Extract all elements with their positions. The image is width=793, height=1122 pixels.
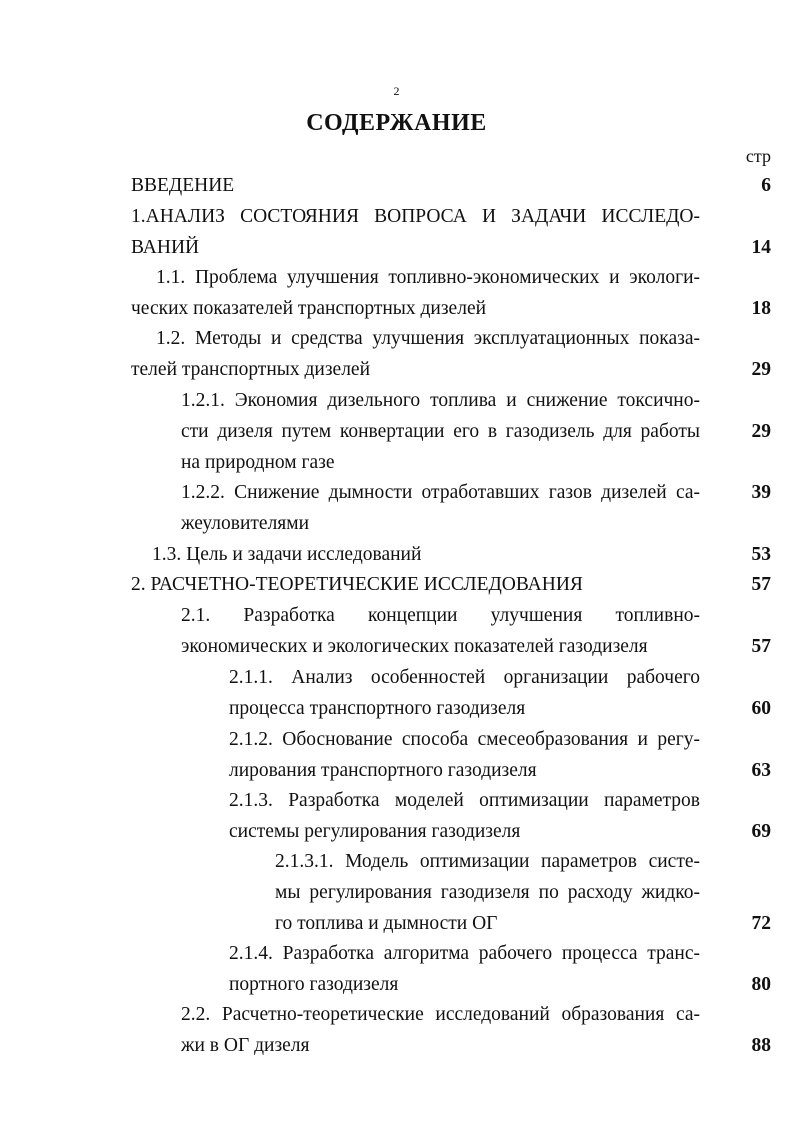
toc-page-number: 18 [751, 298, 771, 319]
toc-entry-line: 2.1. Разработка концепции улучшения топливно- [181, 605, 700, 626]
toc-entry-line: 2. РАСЧЕТНО-ТЕОРЕТИЧЕСКИЕ ИССЛЕДОВАНИЯ [131, 574, 583, 595]
toc-entry-line: 1.3. Цель и задачи исследований [152, 544, 422, 565]
toc-page-number: 63 [751, 760, 771, 781]
toc-entry-line: процесса транспортного газодизеля [229, 698, 526, 719]
toc-entry-chapter-1[interactable] [0, 205, 793, 261]
toc-page-number: 29 [751, 359, 771, 380]
toc-entry-1-1[interactable] [0, 266, 793, 322]
toc-page-number: 69 [751, 821, 771, 842]
toc-page-number: 57 [751, 636, 771, 657]
toc-entry-line: сти дизеля путем конвертации его в газодизель для работы [181, 421, 700, 442]
toc-entry-line: 2.1.3. Разработка моделей оптимизации параметров [229, 790, 700, 811]
toc-entry-line: 2.1.1. Анализ особенностей организации рабочего [229, 667, 700, 688]
page-number: 2 [393, 84, 400, 98]
toc-entry-2-1[interactable] [0, 604, 793, 660]
toc-entry-introduction[interactable] [0, 174, 793, 198]
toc-entry-line: 1.2.1. Экономия дизельного топлива и снижение токсично- [181, 390, 700, 411]
page-title: СОДЕРЖАНИЕ [306, 110, 487, 136]
toc-page-number: 60 [751, 698, 771, 719]
toc-entry-2-2[interactable] [0, 1003, 793, 1059]
toc-page-number: 29 [751, 421, 771, 442]
toc-entry-line: жеуловителями [181, 513, 310, 534]
toc-page-number: 14 [751, 237, 771, 258]
toc-entry-line: 2.1.3.1. Модель оптимизации параметров систе- [275, 851, 700, 872]
toc-entry-line: го топлива и дымности ОГ [275, 913, 498, 934]
toc-entry-line: жи в ОГ дизеля [181, 1035, 310, 1056]
toc-entry-1-2[interactable] [0, 327, 793, 383]
toc-entry-line: телей транспортных дизелей [131, 359, 371, 380]
toc-entry-2-1-3[interactable] [0, 789, 793, 845]
toc-entry-line: на природном газе [181, 452, 335, 473]
toc-entry-line: портного газодизеля [229, 974, 399, 995]
toc-entry-line: 1.2. Методы и средства улучшения эксплуатационных показа- [156, 328, 700, 349]
toc-entry-1-3[interactable] [0, 543, 793, 567]
toc-entry-line: 1.1. Проблема улучшения топливно-экономических и экологи- [156, 267, 700, 288]
toc-entry-line: 2.1.4. Разработка алгоритма рабочего процесса транс- [229, 943, 700, 964]
toc-entry-line: системы регулирования газодизеля [229, 821, 521, 842]
toc-entry-line: ВВЕДЕНИЕ [131, 175, 235, 196]
toc-entry-2-1-3-1[interactable] [0, 850, 793, 936]
toc-entry-line: 1.2.2. Снижение дымности отработавших газов дизелей са- [181, 482, 700, 503]
toc-entry-line: мы регулирования газодизеля по расходу жидко- [275, 882, 700, 903]
toc-entry-1-2-2[interactable] [0, 481, 793, 537]
toc-page-number: 39 [751, 482, 771, 503]
toc-page-number: 88 [751, 1035, 771, 1056]
toc-entry-line: экономических и экологических показателей газодизеля [181, 636, 648, 657]
toc-entry-line: 1.АНАЛИЗ СОСТОЯНИЯ ВОПРОСА И ЗАДАЧИ ИССЛЕДО- [131, 206, 700, 227]
toc-entry-line: ВАНИЙ [131, 237, 200, 258]
toc-entry-2-1-2[interactable] [0, 728, 793, 784]
toc-entry-line: 2.2. Расчетно-теоретические исследований образования са- [181, 1004, 700, 1025]
page-column-label: стр [745, 146, 771, 166]
toc-entry-2-1-1[interactable] [0, 666, 793, 722]
toc-page-number: 80 [751, 974, 771, 995]
toc-entry-1-2-1[interactable] [0, 389, 793, 475]
toc-page-number: 53 [751, 544, 771, 565]
toc-entry-line: ческих показателей транспортных дизелей [131, 298, 487, 319]
toc-entry-line: 2.1.2. Обоснование способа смесеобразования и регу- [229, 729, 700, 750]
toc-page-number: 72 [751, 913, 771, 934]
toc-entry-2-1-4[interactable] [0, 942, 793, 998]
toc-page-number: 57 [751, 574, 771, 595]
toc-entry-line: лирования транспортного газодизеля [229, 760, 537, 781]
toc-page-number: 6 [761, 175, 771, 196]
toc-entry-chapter-2[interactable] [0, 573, 793, 597]
